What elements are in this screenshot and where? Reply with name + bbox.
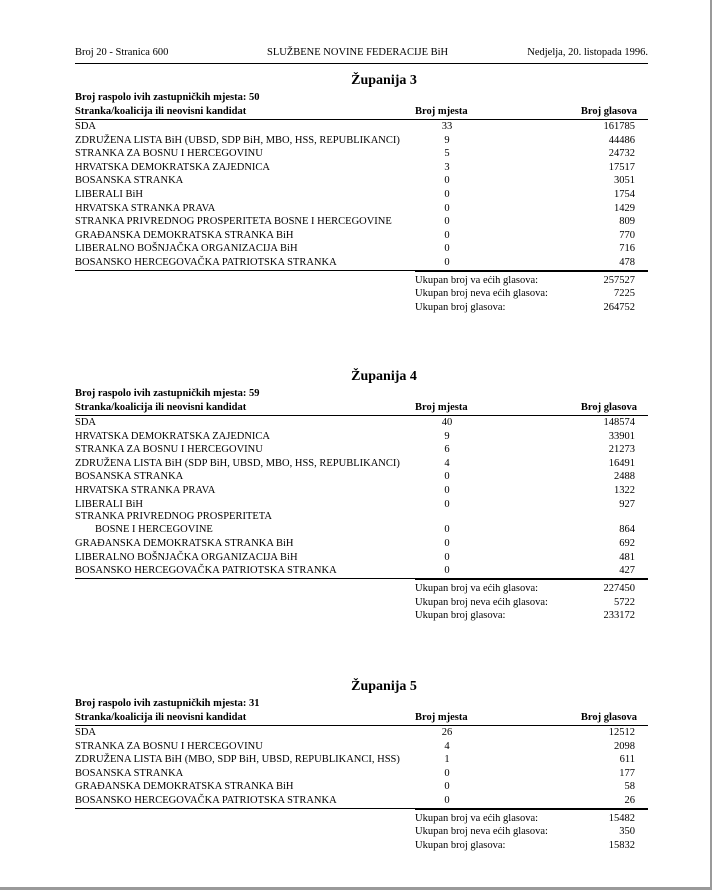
table-row: [75, 215, 648, 229]
seats-count: 0: [444, 524, 450, 536]
votes-count: 427: [619, 565, 635, 577]
total-label: Ukupan broj neva ećih glasova:: [415, 596, 548, 608]
seats-count: 6: [444, 444, 450, 456]
total-value: 257527: [603, 274, 635, 286]
party-name: GRAĐANSKA DEMOKRATSKA STRANKA BiH: [75, 229, 294, 241]
votes-count: 33901: [608, 430, 635, 442]
table-row: [75, 188, 648, 202]
votes-count: 809: [619, 216, 635, 228]
publication-date: Nedjelja, 20. listopada 1996.: [527, 47, 648, 58]
seats-count: 0: [444, 243, 450, 255]
table-header: [75, 711, 648, 726]
votes-count: 716: [619, 243, 635, 255]
table-row: [75, 229, 648, 243]
totals-block: [415, 579, 648, 623]
seats-count: 33: [441, 121, 453, 132]
party-name: LIBERALNO BOŠNJAČKA ORGANIZACIJA BiH: [75, 243, 298, 255]
seats-count: 0: [444, 794, 450, 806]
total-row: [415, 287, 648, 301]
column-header-seats: Broj mjesta: [415, 402, 468, 413]
total-row: [415, 274, 648, 288]
seats-count: 1: [444, 754, 450, 766]
section-title: Županija 5: [351, 679, 417, 694]
table-row: [75, 780, 648, 794]
party-name: HRVATSKA STRANKA PRAVA: [75, 484, 216, 496]
party-name: HRVATSKA DEMOKRATSKA ZAJEDNICA: [75, 430, 270, 442]
total-row: [415, 825, 648, 839]
section-zupanija-3: [75, 71, 648, 314]
party-name: STRANKA ZA BOSNU I HERCEGOVINU: [75, 444, 263, 456]
votes-count: 481: [619, 551, 635, 563]
total-row: [415, 839, 648, 853]
total-label: Ukupan broj neva ećih glasova:: [415, 288, 548, 300]
total-row: [415, 609, 648, 623]
total-label: Ukupan broj va ećih glasova:: [415, 812, 539, 824]
column-header-seats: Broj mjesta: [415, 106, 468, 117]
seats-count: 0: [444, 202, 450, 214]
table-row: [75, 443, 648, 457]
available-seats: Broj raspolo ivih zastupničkih mjesta: 50: [75, 92, 260, 103]
table-row: [75, 794, 648, 809]
table-row: [75, 767, 648, 781]
votes-count: 2488: [614, 471, 635, 483]
party-name: HRVATSKA STRANKA PRAVA: [75, 202, 216, 214]
party-name: ZDRUŽENA LISTA BiH (SDP BiH, UBSD, MBO, HSS, REPUBLIKANCI): [75, 457, 400, 469]
seats-count: 0: [444, 175, 450, 187]
party-name: STRANKA ZA BOSNU I HERCEGOVINU: [75, 740, 263, 752]
section-title: Županija 4: [351, 369, 417, 384]
total-row: [415, 596, 648, 610]
seats-count: 40: [441, 417, 453, 428]
votes-count: 478: [619, 256, 635, 268]
total-label: Ukupan broj glasova:: [415, 610, 506, 622]
table-row: [75, 134, 648, 148]
total-value: 7225: [614, 288, 635, 300]
seats-count: 0: [444, 538, 450, 550]
table-row: [75, 147, 648, 161]
column-header-votes: Broj glasova: [580, 712, 637, 723]
table-row: [75, 120, 648, 134]
seats-count: 0: [444, 471, 450, 483]
table-row: [75, 174, 648, 188]
total-value: 264752: [603, 301, 635, 313]
votes-count: 1754: [614, 188, 635, 200]
votes-count: 3051: [614, 175, 635, 187]
table-row: [75, 564, 648, 579]
table-row: [75, 256, 648, 271]
column-header-votes: Broj glasova: [580, 402, 637, 413]
seats-count: 4: [444, 457, 450, 469]
votes-count: 177: [619, 767, 635, 779]
party-name: LIBERALI BiH: [75, 188, 143, 200]
party-name: SDA: [75, 121, 97, 132]
party-name: SDA: [75, 727, 97, 738]
party-name: ZDRUŽENA LISTA BiH (UBSD, SDP BiH, MBO, HSS, REPUBLIKANCI): [75, 134, 400, 146]
party-name: STRANKA PRIVREDNOG PROSPERITETA BOSNE I HERCEGOVINE: [75, 216, 392, 228]
votes-count: 611: [619, 754, 635, 766]
votes-count: 26: [624, 794, 635, 806]
total-value: 227450: [603, 582, 635, 594]
total-label: Ukupan broj glasova:: [415, 839, 506, 851]
total-row: [415, 812, 648, 826]
seats-count: 26: [441, 727, 453, 738]
seats-count: 0: [444, 767, 450, 779]
section-title: Županija 3: [351, 73, 417, 88]
table-row: [75, 551, 648, 565]
table-header: [75, 401, 648, 416]
column-header-votes: Broj glasova: [580, 106, 637, 117]
seats-count: 0: [444, 229, 450, 241]
table-row: [75, 202, 648, 216]
seats-count: 0: [444, 551, 450, 563]
issue-number: Broj 20 - Stranica 600: [75, 47, 169, 58]
party-name: STRANKA ZA BOSNU I HERCEGOVINU: [75, 148, 263, 160]
column-header-party: Stranka/koalicija ili neovisni kandidat: [75, 402, 247, 413]
total-value: 233172: [603, 610, 635, 622]
party-name: SDA: [75, 417, 97, 428]
column-header-party: Stranka/koalicija ili neovisni kandidat: [75, 106, 247, 117]
party-name: LIBERALNO BOŠNJAČKA ORGANIZACIJA BiH: [75, 551, 298, 563]
seats-count: 9: [444, 134, 450, 146]
table-row: [75, 726, 648, 740]
available-seats: Broj raspolo ivih zastupničkih mjesta: 31: [75, 698, 260, 709]
seats-count: 0: [444, 565, 450, 577]
table-header: [75, 105, 648, 120]
column-header-party: Stranka/koalicija ili neovisni kandidat: [75, 712, 247, 723]
table-row: [75, 537, 648, 551]
table-row: [75, 740, 648, 754]
party-name: HRVATSKA DEMOKRATSKA ZAJEDNICA: [75, 161, 270, 173]
seats-count: 4: [444, 740, 450, 752]
total-row: [415, 301, 648, 315]
votes-count: 44486: [608, 134, 635, 146]
table-row: [75, 470, 648, 484]
seats-count: 3: [444, 161, 450, 173]
totals-block: [415, 809, 648, 853]
votes-count: 17517: [608, 161, 635, 173]
party-name: LIBERALI BiH: [75, 498, 143, 510]
table-row: [75, 161, 648, 175]
table-row: [75, 753, 648, 767]
total-label: Ukupan broj neva ećih glasova:: [415, 826, 548, 838]
votes-count: 16491: [608, 457, 635, 469]
seats-count: 0: [444, 484, 450, 496]
votes-count: 1322: [614, 484, 635, 496]
party-name: BOSANSKA STRANKA: [75, 471, 184, 483]
votes-count: 770: [619, 229, 635, 241]
seats-count: 9: [444, 430, 450, 442]
party-name: [75, 511, 272, 536]
seats-count: 0: [444, 216, 450, 228]
party-name: BOSANSKA STRANKA: [75, 175, 184, 187]
total-label: Ukupan broj va ećih glasova:: [415, 274, 539, 286]
table-row: [75, 457, 648, 471]
available-seats: Broj raspolo ivih zastupničkih mjesta: 59: [75, 388, 260, 399]
party-name-line-1: STRANKA PRIVREDNOG PROSPERITETA: [75, 511, 272, 523]
section-zupanija-5: [75, 677, 648, 852]
seats-count: 5: [444, 148, 450, 160]
total-row: [415, 582, 648, 596]
total-value: 350: [619, 826, 635, 838]
seats-count: 0: [444, 256, 450, 268]
votes-count: 12512: [608, 727, 635, 738]
party-name: BOSANSKO HERCEGOVAČKA PATRIOTSKA STRANKA: [75, 565, 337, 577]
party-name: GRAĐANSKA DEMOKRATSKA STRANKA BiH: [75, 781, 294, 793]
section-zupanija-4: [75, 367, 648, 623]
votes-count: 864: [619, 524, 635, 536]
seats-count: 0: [444, 188, 450, 200]
votes-count: 24732: [608, 148, 635, 160]
table-row: [75, 484, 648, 498]
total-label: Ukupan broj va ećih glasova:: [415, 582, 539, 594]
party-name: BOSANSKO HERCEGOVAČKA PATRIOTSKA STRANKA: [75, 794, 337, 806]
table-row: [75, 242, 648, 256]
seats-count: 0: [444, 781, 450, 793]
table-row: [75, 416, 648, 430]
column-header-seats: Broj mjesta: [415, 712, 468, 723]
votes-count: 21273: [608, 444, 635, 456]
seats-count: 0: [444, 498, 450, 510]
party-name: BOSANSKA STRANKA: [75, 767, 184, 779]
publication-title: SLUŽBENE NOVINE FEDERACIJE BiH: [267, 47, 449, 58]
votes-count: 1429: [614, 202, 635, 214]
votes-count: 2098: [614, 740, 635, 752]
party-name: BOSANSKO HERCEGOVAČKA PATRIOTSKA STRANKA: [75, 256, 337, 268]
total-label: Ukupan broj glasova:: [415, 301, 506, 313]
votes-count: 161785: [603, 121, 635, 132]
page-header: [75, 47, 648, 64]
totals-block: [415, 271, 648, 315]
votes-count: 927: [619, 498, 635, 510]
party-name-line-2: BOSNE I HERCEGOVINE: [95, 523, 213, 535]
votes-count: 58: [624, 781, 635, 793]
total-value: 15832: [608, 839, 635, 851]
table-row: [75, 430, 648, 444]
votes-count: 148574: [603, 417, 635, 428]
votes-count: 692: [619, 538, 635, 550]
total-value: 15482: [608, 812, 635, 824]
party-name: GRAĐANSKA DEMOKRATSKA STRANKA BiH: [75, 538, 294, 550]
total-value: 5722: [614, 596, 635, 608]
party-name: ZDRUŽENA LISTA BiH (MBO, SDP BiH, UBSD, REPUBLIKANCI, HSS): [75, 754, 400, 766]
table-row: [75, 511, 648, 537]
table-row: [75, 498, 648, 512]
